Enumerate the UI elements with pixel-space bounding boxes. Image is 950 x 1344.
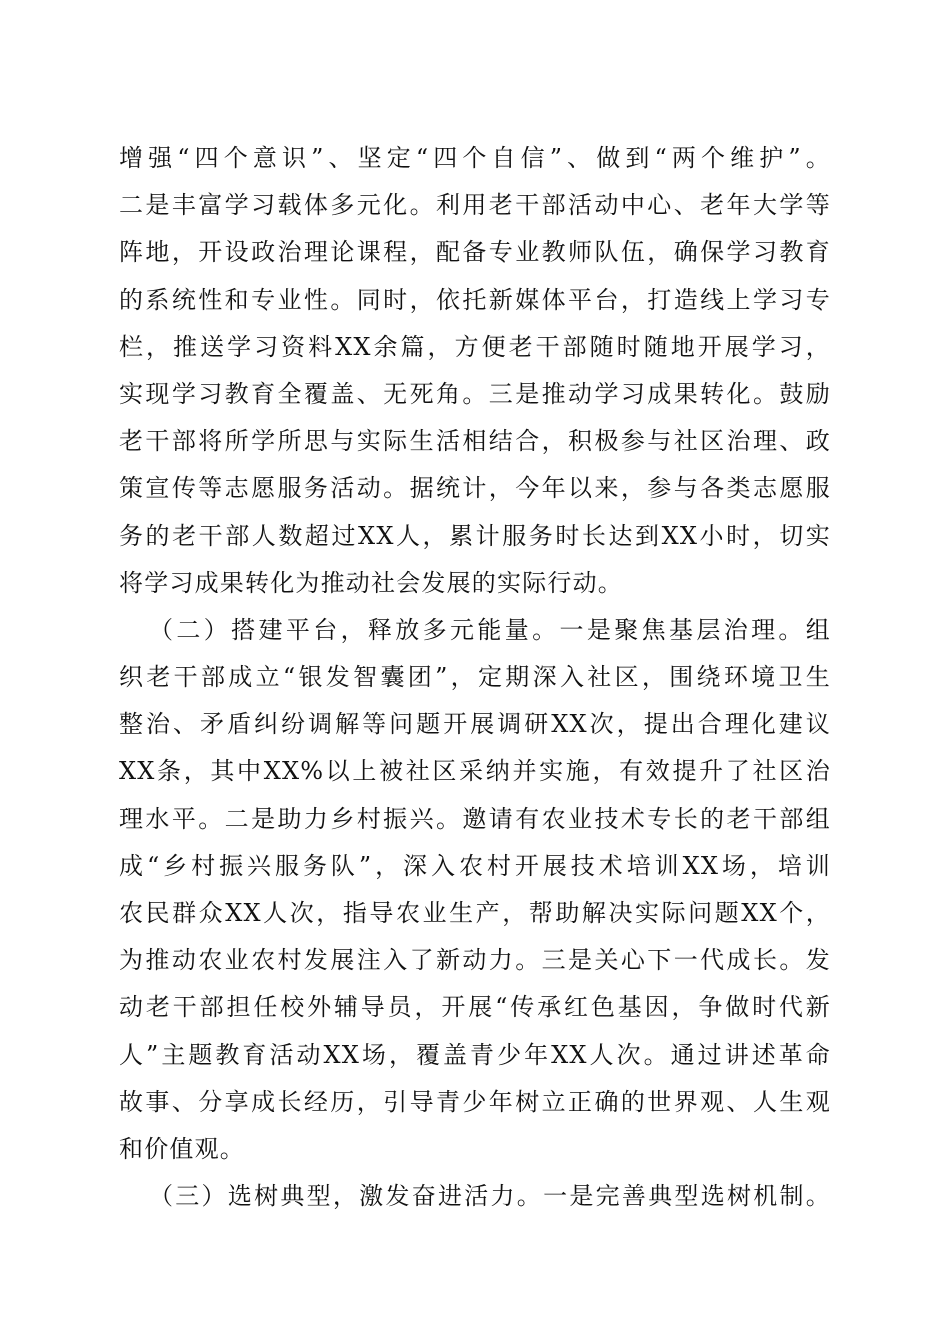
text-line: 织老干部成立“银发智囊团”，定期深入社区，围绕环境卫生 — [119, 663, 831, 692]
text-line: 将学习成果转化为推动社会发展的实际行动。 — [119, 568, 623, 597]
document-body — [119, 135, 831, 1220]
text-line: 阵地，开设政治理论课程，配备专业教师队伍，确保学习教育 — [119, 238, 831, 267]
text-line: 动老干部担任校外辅导员，开展“传承红色基因，争做时代新 — [119, 993, 831, 1022]
text-line: XX条，其中XX%以上被社区采纳并实施，有效提升了社区治 — [119, 757, 831, 786]
text-line: 策宣传等志愿服务活动。据统计，今年以来，参与各类志愿服 — [119, 474, 831, 503]
text-line: 老干部将所学所思与实际生活相结合，积极参与社区治理、政 — [119, 427, 831, 456]
text-line: 栏，推送学习资料XX余篇，方便老干部随时随地开展学习， — [119, 332, 831, 361]
text-line: 理水平。二是助力乡村振兴。邀请有农业技术专长的老干部组 — [119, 804, 831, 833]
text-line: 务的老干部人数超过XX人，累计服务时长达到XX小时，切实 — [119, 521, 831, 550]
section-heading-line: （二）搭建平台，释放多元能量。一是聚焦基层治理。组 — [149, 615, 831, 644]
text-line: 为推动农业农村发展注入了新动力。三是关心下一代成长。发 — [119, 946, 831, 975]
text-line: 故事、分享成长经历，引导青少年树立正确的世界观、人生观 — [119, 1087, 831, 1116]
text-line: 整治、矛盾纠纷调解等问题开展调研XX次，提出合理化建议 — [119, 710, 831, 739]
section-heading-line: （三）选树典型，激发奋进活力。一是完善典型选树机制。 — [149, 1182, 831, 1211]
text-line: 成“乡村振兴服务队”，深入农村开展技术培训XX场，培训 — [119, 851, 831, 880]
text-line: 实现学习教育全覆盖、无死角。三是推动学习成果转化。鼓励 — [119, 379, 831, 408]
text-line: 增强“四个意识”、坚定“四个自信”、做到“两个维护”。 — [119, 144, 831, 172]
paragraph-2 — [119, 607, 831, 1173]
paragraph-1 — [119, 135, 831, 607]
text-line: 二是丰富学习载体多元化。利用老干部活动中心、老年大学等 — [119, 191, 831, 220]
text-line: 人”主题教育活动XX场，覆盖青少年XX人次。通过讲述革命 — [119, 1040, 831, 1069]
text-line: 的系统性和专业性。同时，依托新媒体平台，打造线上学习专 — [119, 285, 831, 314]
text-line: 农民群众XX人次，指导农业生产，帮助解决实际问题XX个， — [119, 899, 831, 927]
text-line: 和价值观。 — [119, 1134, 245, 1163]
paragraph-3 — [119, 1173, 831, 1220]
